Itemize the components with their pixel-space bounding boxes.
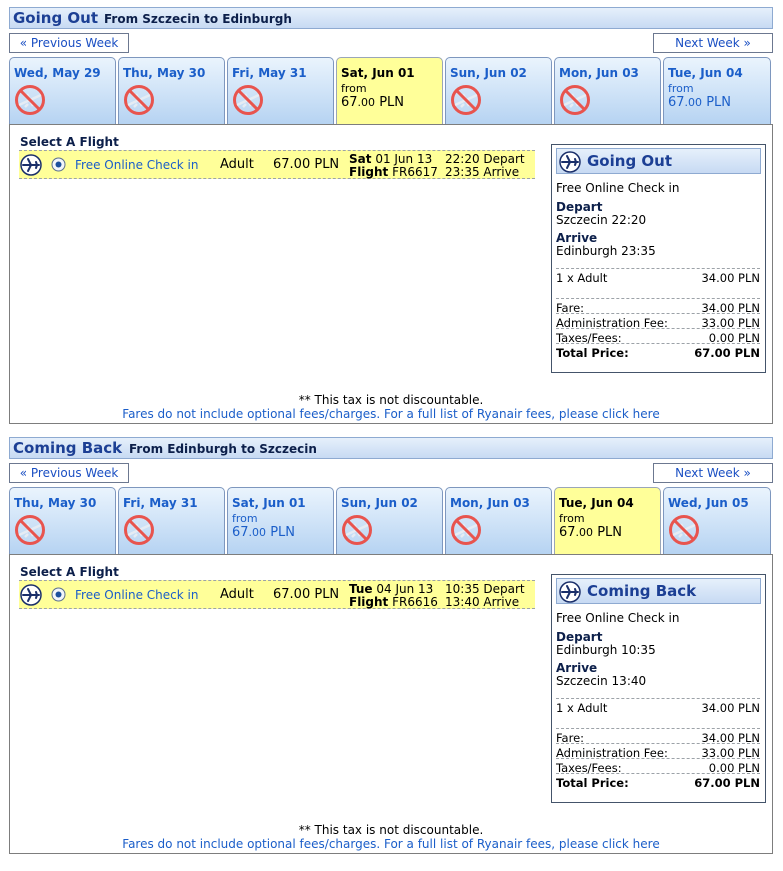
day-tab[interactable]	[118, 57, 225, 125]
plane-icon	[559, 151, 581, 173]
section-route: From Edinburgh to Szczecin	[129, 442, 317, 456]
summary-checkin: Free Online Check in	[556, 181, 680, 195]
day-from-label: from	[232, 512, 258, 525]
day-tab[interactable]	[445, 487, 552, 555]
day-label: Wed, May 29	[14, 66, 101, 80]
no-flight-icon	[450, 84, 482, 116]
no-flight-icon	[14, 514, 46, 546]
day-price: 67.00 PLN	[559, 525, 622, 540]
select-flight-label: Select A Flight	[20, 135, 119, 149]
day-label: Thu, May 30	[14, 496, 97, 510]
day-tab[interactable]	[663, 57, 771, 125]
arrive-time: 13:40 Arrive	[445, 595, 520, 609]
arrive-label: Arrive	[556, 661, 598, 675]
day-tab[interactable]	[9, 487, 116, 555]
arrive-value: Edinburgh 23:35	[556, 244, 656, 258]
day-label: Thu, May 30	[123, 66, 206, 80]
fees-link[interactable]: Fares do not include optional fees/charges. For a full list of Ryanair fees, please click here	[122, 837, 660, 851]
day-tab[interactable]	[227, 57, 334, 125]
depart-value: Edinburgh 10:35	[556, 643, 656, 657]
summary-title: Coming Back	[587, 582, 697, 600]
tax-note: ** This tax is not discountable.	[298, 823, 484, 837]
section-header	[9, 7, 773, 29]
no-flight-icon	[14, 84, 46, 116]
depart-label: Depart	[556, 200, 603, 214]
depart-time: 10:35 Depart	[445, 582, 525, 596]
day-label: Tue, Jun 04	[559, 496, 634, 510]
flight-content-box	[9, 124, 773, 424]
day-label: Mon, Jun 03	[450, 496, 530, 510]
day-label: Mon, Jun 03	[559, 66, 639, 80]
day-from-label: from	[559, 512, 585, 525]
section-title: Coming Back	[13, 439, 123, 457]
checkin-label: Free Online Check in	[75, 158, 199, 172]
tax-note: ** This tax is not discountable.	[298, 393, 484, 407]
day-tab[interactable]	[445, 57, 552, 125]
arrive-label: Arrive	[556, 231, 598, 245]
day-price: 67.00 PLN	[232, 525, 295, 540]
flight-row[interactable]	[19, 580, 535, 609]
next-week-button[interactable]: Next Week »	[653, 33, 773, 53]
day-label: Sun, Jun 02	[341, 496, 418, 510]
total-price-line: Total Price: 67.00 PLN	[556, 343, 760, 360]
day-label: Tue, Jun 04	[668, 66, 743, 80]
day-tab[interactable]	[118, 487, 225, 555]
day-tab[interactable]	[554, 57, 661, 125]
day-tab[interactable]	[663, 487, 771, 555]
no-flight-icon	[341, 514, 373, 546]
next-week-button[interactable]: Next Week »	[653, 463, 773, 483]
depart-time: 22:20 Depart	[445, 152, 525, 166]
day-label: Sun, Jun 02	[450, 66, 527, 80]
day-tab-selected[interactable]	[336, 57, 443, 125]
depart-label: Depart	[556, 630, 603, 644]
fees-link[interactable]: Fares do not include optional fees/charges. For a full list of Ryanair fees, please click here	[122, 407, 660, 421]
day-from-label: from	[341, 82, 367, 95]
day-price: 67.00 PLN	[668, 95, 731, 110]
section-route: From Szczecin to Edinburgh	[104, 12, 292, 26]
no-flight-icon	[232, 84, 264, 116]
summary-title: Going Out	[587, 152, 672, 170]
day-price: 67.00 PLN	[341, 95, 404, 110]
day-tab[interactable]	[227, 487, 334, 555]
previous-week-button[interactable]: « Previous Week	[9, 33, 129, 53]
taxes-line: Taxes/Fees: 0.00 PLN	[556, 328, 760, 345]
fare-line: Fare: 34.00 PLN	[556, 728, 760, 745]
day-label: Fri, May 31	[123, 496, 198, 510]
plane-icon	[559, 581, 581, 603]
day-tab[interactable]	[336, 487, 443, 555]
arrive-time: 23:35 Arrive	[445, 165, 520, 179]
taxes-line: Taxes/Fees: 0.00 PLN	[556, 758, 760, 775]
section-header	[9, 437, 773, 459]
flight-fare: 67.00 PLN	[273, 587, 340, 602]
checkin-label: Free Online Check in	[75, 588, 199, 602]
day-tab[interactable]	[9, 57, 116, 125]
radio-selected-icon[interactable]	[51, 587, 66, 602]
day-label: Fri, May 31	[232, 66, 307, 80]
day-tab-selected[interactable]	[554, 487, 661, 555]
no-flight-icon	[668, 514, 700, 546]
price-summary	[551, 144, 766, 373]
summary-header	[556, 148, 761, 174]
admin-fee-line: Administration Fee: 33.00 PLN	[556, 743, 760, 760]
plane-icon	[20, 584, 42, 606]
summary-header	[556, 578, 761, 604]
day-label: Wed, Jun 05	[668, 496, 749, 510]
fare-line: Fare: 34.00 PLN	[556, 298, 760, 315]
section-title: Going Out	[13, 9, 98, 27]
price-summary	[551, 574, 766, 803]
passenger-line: 1 x Adult 34.00 PLN	[556, 698, 760, 715]
arrive-value: Szczecin 13:40	[556, 674, 647, 688]
no-flight-icon	[123, 84, 155, 116]
flight-date: Sat 01 Jun 13	[349, 152, 433, 166]
flight-date: Tue 04 Jun 13	[349, 582, 434, 596]
depart-value: Szczecin 22:20	[556, 213, 647, 227]
no-flight-icon	[559, 84, 591, 116]
total-price-line: Total Price: 67.00 PLN	[556, 773, 760, 790]
flight-number: Flight FR6616	[349, 595, 438, 609]
flight-content-box	[9, 554, 773, 854]
radio-selected-icon[interactable]	[51, 157, 66, 172]
passenger-line: 1 x Adult 34.00 PLN	[556, 268, 760, 285]
flight-number: Flight FR6617	[349, 165, 438, 179]
no-flight-icon	[123, 514, 155, 546]
passenger-type: Adult	[220, 587, 254, 602]
flight-fare: 67.00 PLN	[273, 157, 340, 172]
day-label: Sat, Jun 01	[341, 66, 415, 80]
previous-week-button[interactable]: « Previous Week	[9, 463, 129, 483]
plane-icon	[20, 154, 42, 176]
flight-row[interactable]	[19, 150, 535, 179]
day-label: Sat, Jun 01	[232, 496, 306, 510]
day-from-label: from	[668, 82, 694, 95]
admin-fee-line: Administration Fee: 33.00 PLN	[556, 313, 760, 330]
no-flight-icon	[450, 514, 482, 546]
summary-checkin: Free Online Check in	[556, 611, 680, 625]
passenger-type: Adult	[220, 157, 254, 172]
select-flight-label: Select A Flight	[20, 565, 119, 579]
